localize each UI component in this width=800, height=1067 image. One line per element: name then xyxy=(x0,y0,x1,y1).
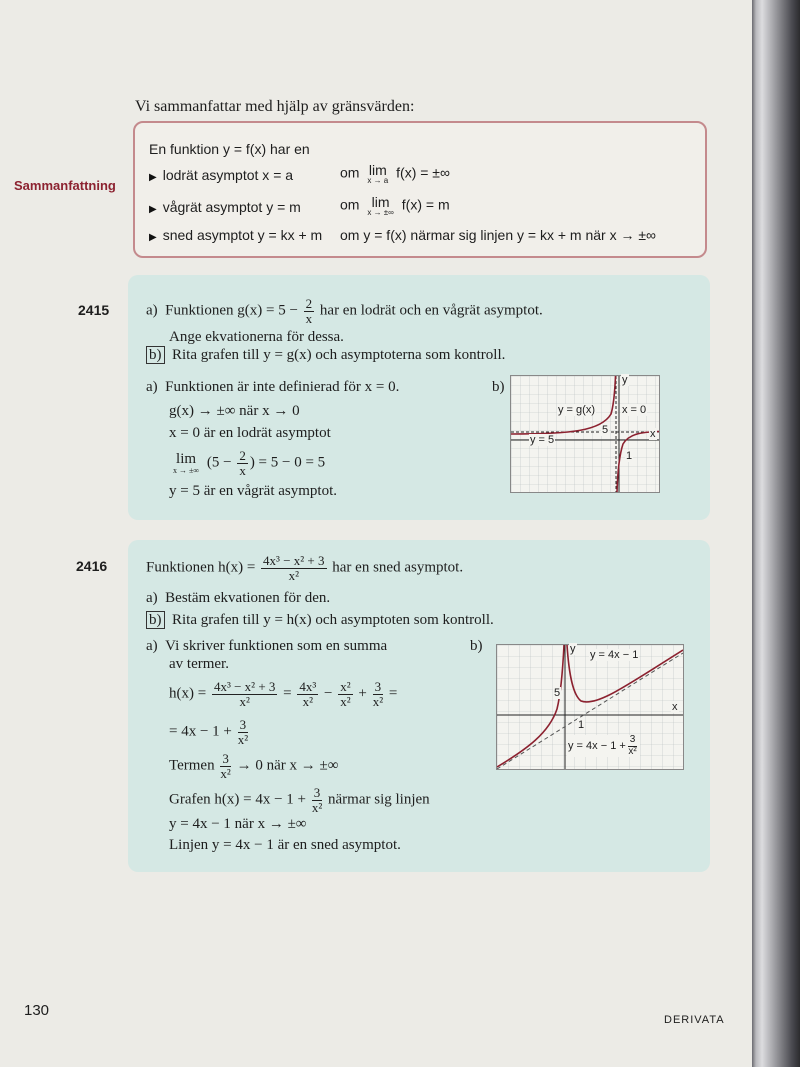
task-2415-a-line2: Ange ekvationerna för dessa. xyxy=(169,329,344,345)
graph-2415-hasym-label: y = 5 xyxy=(530,434,555,446)
page-edge xyxy=(752,0,800,1067)
sol-2415-l5: y = 5 är en vågrät asymptot. xyxy=(169,483,337,499)
graph-2416-y-axis: y xyxy=(570,643,576,655)
summary-intro: Vi sammanfattar med hjälp av gränsvärden: xyxy=(135,98,415,115)
sol-2416-l5: Termen $\frac{3}{\text{x²}}$ → 0 när x → ±∞ xyxy=(169,751,339,781)
sol-2416-l2: av termer. xyxy=(169,656,229,672)
summary-line: En funktion y = f(x) har en xyxy=(149,141,310,157)
task-2416-a: a) Bestäm ekvationen för den. xyxy=(146,590,331,606)
task-number-2415: 2415 xyxy=(78,302,110,318)
page-number: 130 xyxy=(24,1002,50,1019)
summary-box xyxy=(133,121,707,258)
task-2415-box xyxy=(128,275,710,520)
summary-row-oblique: ▶ sned asymptot y = kx + m xyxy=(149,227,323,243)
sol-2415-l1: a) Funktionen är inte definierad för x = 0. xyxy=(146,379,400,395)
task-number-2416: 2416 xyxy=(76,558,108,574)
chapter-label: DERIVATA xyxy=(664,1014,725,1026)
bullet-icon: ▶ xyxy=(149,172,157,183)
sol-2416-l8: Linjen y = 4x − 1 är en sned asymptot. xyxy=(169,837,401,853)
summary-row-vertical: ▶ lodrät asymptot x = a xyxy=(149,167,294,183)
bullet-icon: ▶ xyxy=(149,204,157,215)
graph-2415 xyxy=(510,375,660,493)
graph-2416-line-label: y = 4x − 1 xyxy=(590,649,639,661)
bullet-icon: ▶ xyxy=(149,232,157,243)
task-2416-intro: Funktionen h(x) = $\frac{\text{4x³ − x² + 3}}{\text{x²}}$ har en sned asymptot. xyxy=(146,553,464,583)
summary-row-oblique-cond: om y = f(x) närmar sig linjen y = kx + m när x → ±∞ xyxy=(340,227,657,243)
graph-2415-y-axis: y xyxy=(622,374,628,386)
graph-2415-curve-label: y = g(x) xyxy=(558,404,595,416)
summary-row-vertical-cond: om lim x → a f(x) = ±∞ xyxy=(340,162,450,185)
task-2416-b: b) Rita grafen till y = h(x) och asymptoten som kontroll. xyxy=(146,612,494,629)
graph-2415-tick-y: 5 xyxy=(602,424,609,436)
sol-2416-l4: = 4x − 1 + $\frac{3}{\text{x²}}$ xyxy=(169,717,249,747)
graph-2415-x-axis: x xyxy=(650,428,656,440)
sol-2415-l3: x = 0 är en lodrät asymptot xyxy=(169,425,331,441)
graph-2416-curve-label: y = 4x − 1 + $\frac{3}{\text{x²}}$ xyxy=(567,735,640,757)
sol-2415-l2: g(x) → ±∞ när x → 0 xyxy=(169,403,300,419)
sol-2415-l4: lim x → ±∞ (5 − $\frac{2}{x}$ ) = 5 − 0 = 5 xyxy=(173,448,326,478)
sol-2416-l1: a) Vi skriver funktionen som en summa xyxy=(146,638,388,654)
graph-2416 xyxy=(496,644,684,770)
graph-2416-x-axis: x xyxy=(672,701,678,713)
task-2415-b: b) Rita grafen till y = g(x) och asymptoterna som kontroll. xyxy=(146,347,505,364)
graph-2416-tick-x: 1 xyxy=(578,719,585,731)
graph-2415-tick-x: 1 xyxy=(626,450,633,462)
sol-2416-l7: y = 4x − 1 när x → ±∞ xyxy=(169,816,307,832)
sol-2416-l6: Grafen h(x) = 4x − 1 + $\frac{3}{\text{x²}}$ närmar sig linjen xyxy=(169,785,430,815)
graph-2415-vasym-label: x = 0 xyxy=(622,404,647,416)
summary-row-horizontal-cond: om lim x → ±∞ f(x) = m xyxy=(340,194,450,217)
graph-2415-label: b) xyxy=(492,379,505,395)
sol-2416-l3: h(x) = $\frac{\text{4x³ − x² + 3}}{\text{x²}}$ = $\frac{\text{4x³}}{\text{x²}}$ − $\frac{\text{x²}}{\text{x²}}$ + $\frac{3}{\text{x²}}$ = xyxy=(169,679,398,709)
task-2416-box xyxy=(128,540,710,872)
task-2415-a: a) Funktionen g(x) = 5 − $\frac{2}{x}$ har en lodrät och en vågrät asymptot. xyxy=(146,296,543,326)
summary-row-horizontal: ▶ vågrät asymptot y = m xyxy=(149,199,301,215)
graph-2416-tick-y: 5 xyxy=(554,687,561,699)
summary-side-label: Sammanfattning xyxy=(14,178,116,193)
graph-2416-label: b) xyxy=(470,638,483,654)
